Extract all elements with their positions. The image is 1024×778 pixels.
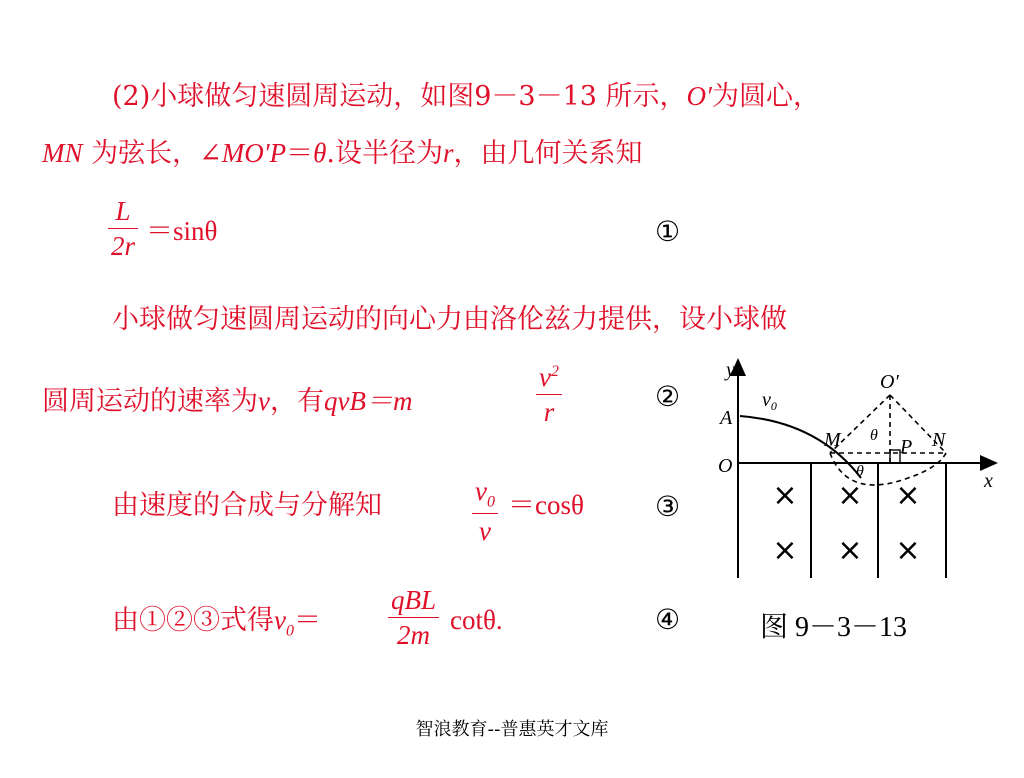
eq3-fraction-bar bbox=[472, 513, 498, 514]
eq1-fraction-bar bbox=[108, 228, 138, 229]
field-cross: × bbox=[837, 478, 863, 513]
eq2-marker: ② bbox=[655, 380, 681, 413]
field-cross: × bbox=[895, 478, 921, 513]
label-o-prime: O′ bbox=[880, 371, 899, 393]
physics-diagram bbox=[708, 350, 1008, 585]
text-line-5: 由速度的合成与分解知 bbox=[112, 490, 382, 521]
eq4-eqsign: ＝ bbox=[293, 605, 321, 636]
eq3-num-sub: 0 bbox=[486, 493, 495, 511]
line4-text-b: ，有 bbox=[269, 386, 324, 417]
eq1-rhs: ＝sinθ bbox=[146, 216, 218, 246]
label-x: x bbox=[984, 470, 993, 492]
eq4-fraction bbox=[388, 587, 439, 649]
text-line-4 bbox=[42, 388, 412, 415]
var-theta: θ bbox=[313, 138, 327, 168]
text-line-3: 小球做匀速圆周运动的向心力由洛伦兹力提供，设小球做 bbox=[112, 304, 787, 335]
label-p: P bbox=[900, 436, 913, 458]
label-theta-top: θ bbox=[870, 427, 878, 444]
label-v0-sub: 0 bbox=[770, 399, 777, 413]
label-m: M bbox=[824, 429, 841, 451]
eq3-numerator bbox=[472, 478, 498, 510]
line2-text-c: .设半径为 bbox=[326, 138, 443, 169]
eq4-lhs bbox=[274, 605, 294, 640]
footer-text: 智浪教育--普惠英才文库 bbox=[415, 719, 609, 740]
eq3-denominator: v bbox=[479, 516, 491, 547]
text-line-1 bbox=[112, 83, 820, 110]
eq1-denominator: 2r bbox=[111, 231, 136, 261]
eq4-rhs: cotθ. bbox=[450, 605, 503, 635]
eq2-lhs: qvB＝m bbox=[323, 386, 413, 416]
right-angle-marker bbox=[890, 450, 900, 463]
eq2-numerator bbox=[536, 364, 562, 391]
eq4-marker: ④ bbox=[655, 603, 681, 636]
line6-text-a: 由①②③式得 bbox=[112, 605, 274, 636]
eq3-fraction bbox=[472, 478, 498, 545]
var-v: v bbox=[258, 386, 270, 416]
label-theta-bottom: θ bbox=[856, 463, 864, 480]
label-y: y bbox=[726, 359, 735, 381]
eq3-rhs: ＝cosθ bbox=[508, 490, 584, 520]
var-mn: MN bbox=[42, 138, 83, 168]
eq4-lhs-v: v bbox=[274, 605, 286, 635]
eq2-fraction bbox=[536, 364, 562, 426]
eq2-denominator: r bbox=[543, 397, 555, 427]
label-o: O bbox=[718, 455, 733, 477]
line4-text-a: 圆周运动的速率为 bbox=[42, 386, 258, 417]
eq4-fraction-bar bbox=[388, 617, 439, 618]
line1-text-b: 为圆心， bbox=[711, 81, 820, 112]
eq4-lhs-sub: 0 bbox=[285, 622, 294, 640]
field-cross: × bbox=[895, 533, 921, 568]
field-cross: × bbox=[772, 533, 798, 568]
eq2-num-sup: 2 bbox=[550, 363, 559, 380]
line2-text-d: ，由几何关系知 bbox=[453, 138, 643, 169]
var-mop: MO′P bbox=[221, 138, 287, 168]
line2-eq: ＝ bbox=[286, 138, 314, 169]
line1-text-a: (2)小球做匀速圆周运动，如图9－3－13 所示， bbox=[112, 81, 687, 112]
eq1-numerator: L bbox=[115, 196, 131, 226]
eq3-marker: ③ bbox=[655, 490, 681, 523]
text-line-6 bbox=[112, 607, 321, 639]
eq2-num-v: v bbox=[539, 362, 551, 392]
trajectory-arc bbox=[740, 416, 861, 478]
label-a: A bbox=[720, 407, 733, 429]
eq4-numerator: qBL bbox=[391, 585, 437, 615]
eq1-marker: ① bbox=[655, 215, 681, 248]
eq2-fraction-bar bbox=[536, 394, 562, 395]
var-r: r bbox=[442, 138, 454, 168]
eq3-num-v: v bbox=[475, 476, 487, 506]
label-n: N bbox=[932, 429, 946, 451]
field-cross: × bbox=[837, 533, 863, 568]
label-v0-v: v bbox=[762, 389, 771, 411]
line2-text-a: 为弦长，∠ bbox=[82, 138, 222, 169]
eq1-fraction bbox=[108, 198, 138, 260]
label-v0 bbox=[762, 389, 777, 413]
eq4-denominator: 2m bbox=[397, 620, 430, 650]
var-o-prime: O′ bbox=[686, 81, 712, 111]
text-line-2 bbox=[42, 140, 642, 167]
field-cross: × bbox=[772, 478, 798, 513]
figure-caption: 图 9－3－13 bbox=[760, 612, 908, 643]
